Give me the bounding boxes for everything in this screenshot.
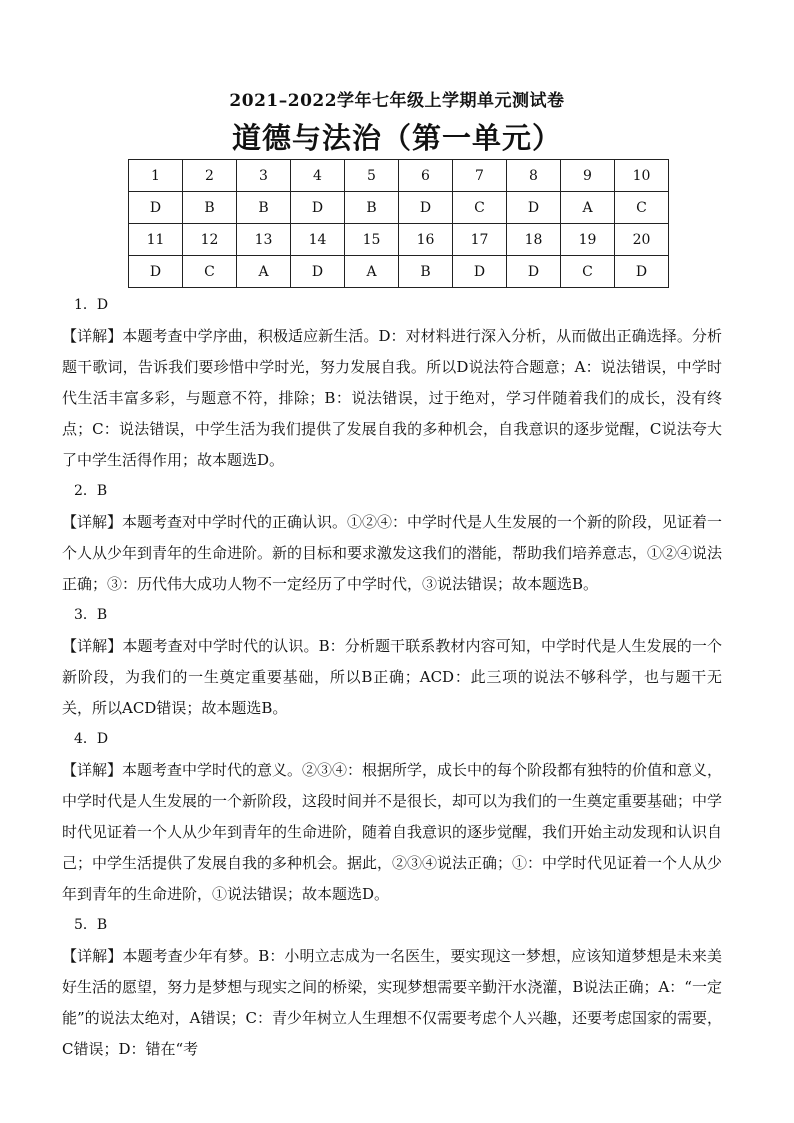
table-cell: 1 [129, 160, 183, 192]
table-cell: 7 [453, 160, 507, 192]
table-cell: 11 [129, 224, 183, 256]
table-cell: 15 [345, 224, 399, 256]
explanation-item [62, 724, 722, 910]
table-cell: 16 [399, 224, 453, 256]
table-cell: 18 [507, 224, 561, 256]
table-cell: B [183, 192, 237, 224]
table-cell: C [615, 192, 669, 224]
table-cell: D [453, 256, 507, 288]
table-cell: 13 [237, 224, 291, 256]
question-number: 3．B [74, 607, 108, 623]
table-row [129, 192, 669, 224]
table-cell: D [399, 192, 453, 224]
question-number: 1．D [74, 297, 109, 313]
explanations-section [62, 290, 722, 1065]
table-cell: 14 [291, 224, 345, 256]
table-cell: 3 [237, 160, 291, 192]
explanation-item [62, 476, 722, 600]
question-number: 2．B [74, 483, 108, 499]
table-cell: B [237, 192, 291, 224]
table-cell: 8 [507, 160, 561, 192]
table-cell: D [291, 192, 345, 224]
table-cell: B [345, 192, 399, 224]
explanation-text: 【详解】本题考查对中学时代的认识。B：分析题干联系教材内容可知，中学时代是人生发展的一个新阶段，为我们的一生奠定重要基础，所以B正确；ACD：此三项的说法不够科学，也与题干无关，所以ACD错误；故本题选B。 [62, 637, 722, 717]
question-number: 5．B [74, 917, 108, 933]
document-title: 2021–2022学年七年级上学期单元测试卷 [229, 91, 565, 111]
table-cell: D [615, 256, 669, 288]
question-number: 4．D [74, 731, 109, 747]
table-cell: 12 [183, 224, 237, 256]
table-cell: 4 [291, 160, 345, 192]
table-row [129, 224, 669, 256]
table-cell: 19 [561, 224, 615, 256]
table-cell: C [561, 256, 615, 288]
table-cell: C [183, 256, 237, 288]
table-row [129, 160, 669, 192]
table-cell: 10 [615, 160, 669, 192]
explanation-item [62, 910, 722, 1065]
table-cell: D [129, 256, 183, 288]
explanation-item [62, 600, 722, 724]
document-subtitle: 道德与法治（第一单元） [231, 121, 562, 155]
table-cell: B [399, 256, 453, 288]
table-cell: 9 [561, 160, 615, 192]
explanation-text: 【详解】本题考查中学时代的意义。②③④：根据所学，成长中的每个阶段都有独特的价值和意义，中学时代是人生发展的一个新阶段，这段时间并不是很长，却可以为我们的一生奠定重要基础；中学时代见证着一个人从少年到青年的生命进阶，随着自我意识的逐步觉醒，我们开始主动发现和认识自己；中学生活提供了发展自我的多种机会。据此，②③④说法正确；①：中学时代见证着一个人从少年到青年的生命进阶，①说法错误；故本题选D。 [62, 761, 723, 903]
table-cell: 2 [183, 160, 237, 192]
table-row [129, 256, 669, 288]
table-cell: 17 [453, 224, 507, 256]
explanation-item [62, 290, 722, 476]
answer-table [128, 159, 669, 288]
table-cell: 6 [399, 160, 453, 192]
table-cell: D [129, 192, 183, 224]
table-cell: A [345, 256, 399, 288]
explanation-text: 【详解】本题考查中学序曲，积极适应新生活。D：对材料进行深入分析，从而做出正确选择。分析题干歌词，告诉我们要珍惜中学时光，努力发展自我。所以D说法符合题意；A：说法错误，中学时代生活丰富多彩，与题意不符，排除；B：说法错误，过于绝对，学习伴随着我们的成长，没有终点；C：说法错误，中学生活为我们提供了发展自我的多种机会，自我意识的逐步觉醒，C说法夸大了中学生活得作用；故本题选D。 [62, 327, 722, 469]
table-cell: 5 [345, 160, 399, 192]
table-cell: A [561, 192, 615, 224]
explanation-text: 【详解】本题考查对中学时代的正确认识。①②④：中学时代是人生发展的一个新的阶段，见证着一个人从少年到青年的生命进阶。新的目标和要求激发这我们的潜能，帮助我们培养意志，①②④说法正确；③：历代伟大成功人物不一定经历了中学时代，③说法错误；故本题选B。 [62, 513, 723, 593]
table-cell: A [237, 256, 291, 288]
table-cell: C [453, 192, 507, 224]
explanation-text: 【详解】本题考查少年有梦。B：小明立志成为一名医生，要实现这一梦想，应该知道梦想是未来美好生活的愿望，努力是梦想与现实之间的桥梁，实现梦想需要辛勤汗水浇灌，B说法正确；A：“一定能”的说法太绝对，A错误；C：青少年树立人生理想不仅需要考虑个人兴趣，还要考虑国家的需要，C错误；D：错在“考 [62, 947, 722, 1058]
table-cell: 20 [615, 224, 669, 256]
table-cell: D [291, 256, 345, 288]
table-cell: D [507, 192, 561, 224]
table-cell: D [507, 256, 561, 288]
